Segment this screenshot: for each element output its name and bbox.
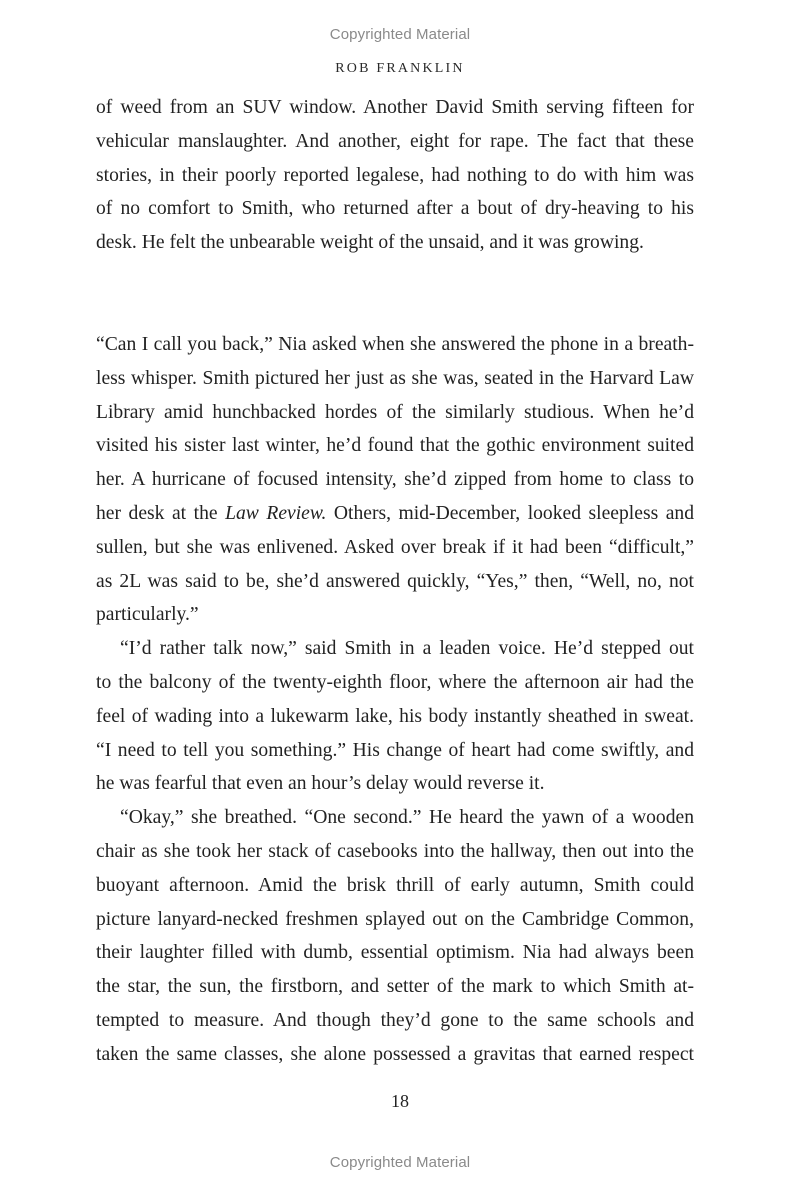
text-line xyxy=(96,497,694,531)
copyright-watermark-bottom: Copyrighted Material xyxy=(329,1154,471,1171)
text-line: of weed from an SUV window. Another David Smith serving fifteen for xyxy=(96,97,694,118)
text-line: their laughter filled with dumb, essential optimism. Nia had always been xyxy=(96,942,694,964)
text-line: he was fearful that even an hour’s delay would reverse it. xyxy=(96,773,545,795)
text-line: stories, in their poorly reported legalese, had nothing to do with him was xyxy=(96,164,694,186)
text-line: visited his sister last winter, he’d found that the gothic environment suited xyxy=(96,435,694,457)
text-line: as 2L was said to be, she’d answered quickly, “Yes,” then, “Well, no, not xyxy=(96,570,694,592)
text-line: desk. He felt the unbearable weight of the unsaid, and it was growing. xyxy=(96,232,644,254)
text-line: feel of wading into a lukewarm lake, his body instantly sheathed in sweat. xyxy=(96,705,694,727)
text-line: picture lanyard-necked freshmen splayed out on the Cambridge Common, xyxy=(96,908,694,930)
text-line: “I need to tell you something.” His change of heart had come swiftly, and xyxy=(96,739,694,761)
text-line: of no comfort to Smith, who returned after a bout of dry-heaving to his xyxy=(96,198,694,220)
text-section-1 xyxy=(96,91,694,260)
text-line: “I’d rather talk now,” said Smith in a leaden voice. He’d stepped out xyxy=(120,638,694,660)
text-line: vehicular manslaughter. And another, eight for rape. The fact that these xyxy=(96,130,694,152)
page-number: 18 xyxy=(391,1091,409,1111)
text-line: less whisper. Smith pictured her just as she was, seated in the Harvard Law xyxy=(96,367,694,389)
paragraph-2 xyxy=(96,632,694,801)
paragraph-3 xyxy=(96,801,694,1071)
text-line: Library amid hunchbacked hordes of the similarly studious. When he’d xyxy=(96,401,694,423)
text-fragment: Others, mid-December, looked sleepless and xyxy=(326,502,694,524)
journal-title: Law Review. xyxy=(225,502,327,524)
text-line: particularly.” xyxy=(96,604,199,626)
text-line: taken the same classes, she alone possessed a gravitas that earned respect xyxy=(96,1043,694,1065)
text-line: to the balcony of the twenty-eighth floor, where the afternoon air had the xyxy=(96,671,694,693)
text-line: “Can I call you back,” Nia asked when she answered the phone in a breath- xyxy=(96,334,694,355)
paragraph-1 xyxy=(96,328,694,632)
text-section-2 xyxy=(96,328,694,1072)
text-line: buoyant afternoon. Amid the brisk thrill of early autumn, Smith could xyxy=(96,874,694,896)
text-line: chair as she took her stack of casebooks into the hallway, then out into the xyxy=(96,840,694,862)
text-fragment: her desk at the xyxy=(96,502,226,524)
text-line: “Okay,” she breathed. “One second.” He heard the yawn of a wooden xyxy=(120,807,694,829)
running-head: ROB FRANKLIN xyxy=(335,61,465,76)
text-line: tempted to measure. And though they’d gone to the same schools and xyxy=(96,1009,694,1031)
text-line: sullen, but she was enlivened. Asked over break if it had been “difficult,” xyxy=(96,536,694,558)
text-line: the star, the sun, the firstborn, and setter of the mark to which Smith at- xyxy=(96,976,694,998)
text-line: her. A hurricane of focused intensity, she’d zipped from home to class to xyxy=(96,469,694,491)
copyright-watermark-top: Copyrighted Material xyxy=(329,26,471,43)
